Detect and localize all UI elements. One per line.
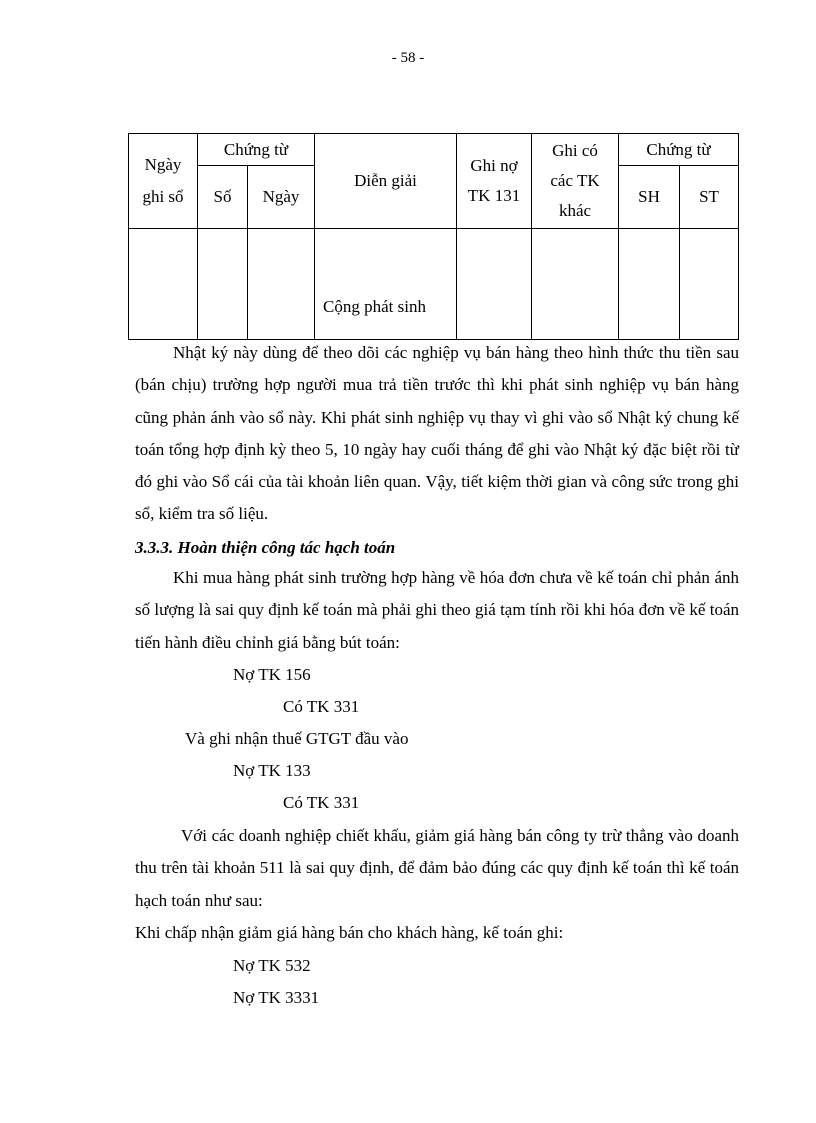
cell — [457, 229, 532, 340]
header-description: Diễn giải — [315, 134, 457, 229]
paragraph-discount: Với các doanh nghiệp chiết khấu, giảm giá hàng bán công ty trừ thẳng vào doanh thu trên tài khoản 511 là sai quy định, để đảm bảo đúng các quy định kế toán thì kế toán hạch toán như sau: — [135, 826, 739, 910]
header-voucher-no: Số — [198, 166, 248, 229]
entry-credit-331-b: Có TK 331 — [283, 793, 360, 812]
header-date: Ngày ghi sổ — [129, 134, 198, 229]
cell — [248, 229, 315, 340]
total-row-label: Cộng phát sinh — [315, 229, 457, 340]
header-st: ST — [680, 166, 739, 229]
cell — [532, 229, 619, 340]
entry-credit-331: Có TK 331 — [283, 697, 360, 716]
section-heading: 3.3.3. Hoàn thiện công tác hạch toán — [135, 538, 396, 557]
page-number: - 58 - — [391, 50, 425, 66]
paragraph-journal-note: Nhật ký này dùng để theo dõi các nghiệp vụ bán hàng theo hình thức thu tiền sau (bán chịu) trường hợp người mua trả tiền trước thì khi phát sinh nghiệp vụ bán hàng cũng phản ánh vào sổ này. Khi phát sinh nghiệp vụ thay vì ghi vào sổ Nhật ký chung kế toán tổng hợp định kỳ theo 5, 10 ngày hay cuối tháng để ghi vào Nhật ký đặc biệt rồi từ đó ghi vào Sổ cái của tài khoản liên quan. Vậy, tiết kiệm thời gian và công sức trong ghi sổ, kiểm tra số liệu. — [135, 343, 739, 524]
entry-debit-156: Nợ TK 156 — [233, 665, 311, 684]
header-credit: Ghi có các TK khác — [532, 134, 619, 229]
vat-line: Và ghi nhận thuế GTGT đầu vào — [185, 729, 409, 748]
entry-debit-532: Nợ TK 532 — [233, 956, 311, 975]
entry-debit-133: Nợ TK 133 — [233, 761, 311, 780]
paragraph-purchase: Khi mua hàng phát sinh trường hợp hàng về hóa đơn chưa về kế toán chỉ phản ánh số lượng là sai quy định kế toán mà phải ghi theo giá tạm tính rồi khi hóa đơn về kế toán tiến hành điều chỉnh giá bằng bút toán: — [135, 568, 739, 652]
header-voucher-date: Ngày — [248, 166, 315, 229]
cell — [619, 229, 680, 340]
cell — [680, 229, 739, 340]
header-debit: Ghi nợ TK 131 — [457, 134, 532, 229]
cell — [129, 229, 198, 340]
header-sh: SH — [619, 166, 680, 229]
header-voucher: Chứng từ — [198, 134, 315, 166]
entry-debit-3331: Nợ TK 3331 — [233, 988, 320, 1007]
header-voucher-2: Chứng từ — [619, 134, 739, 166]
cell — [198, 229, 248, 340]
special-journal-table — [128, 133, 739, 340]
paragraph-accept-discount: Khi chấp nhận giảm giá hàng bán cho khách hàng, kế toán ghi: — [135, 923, 564, 942]
